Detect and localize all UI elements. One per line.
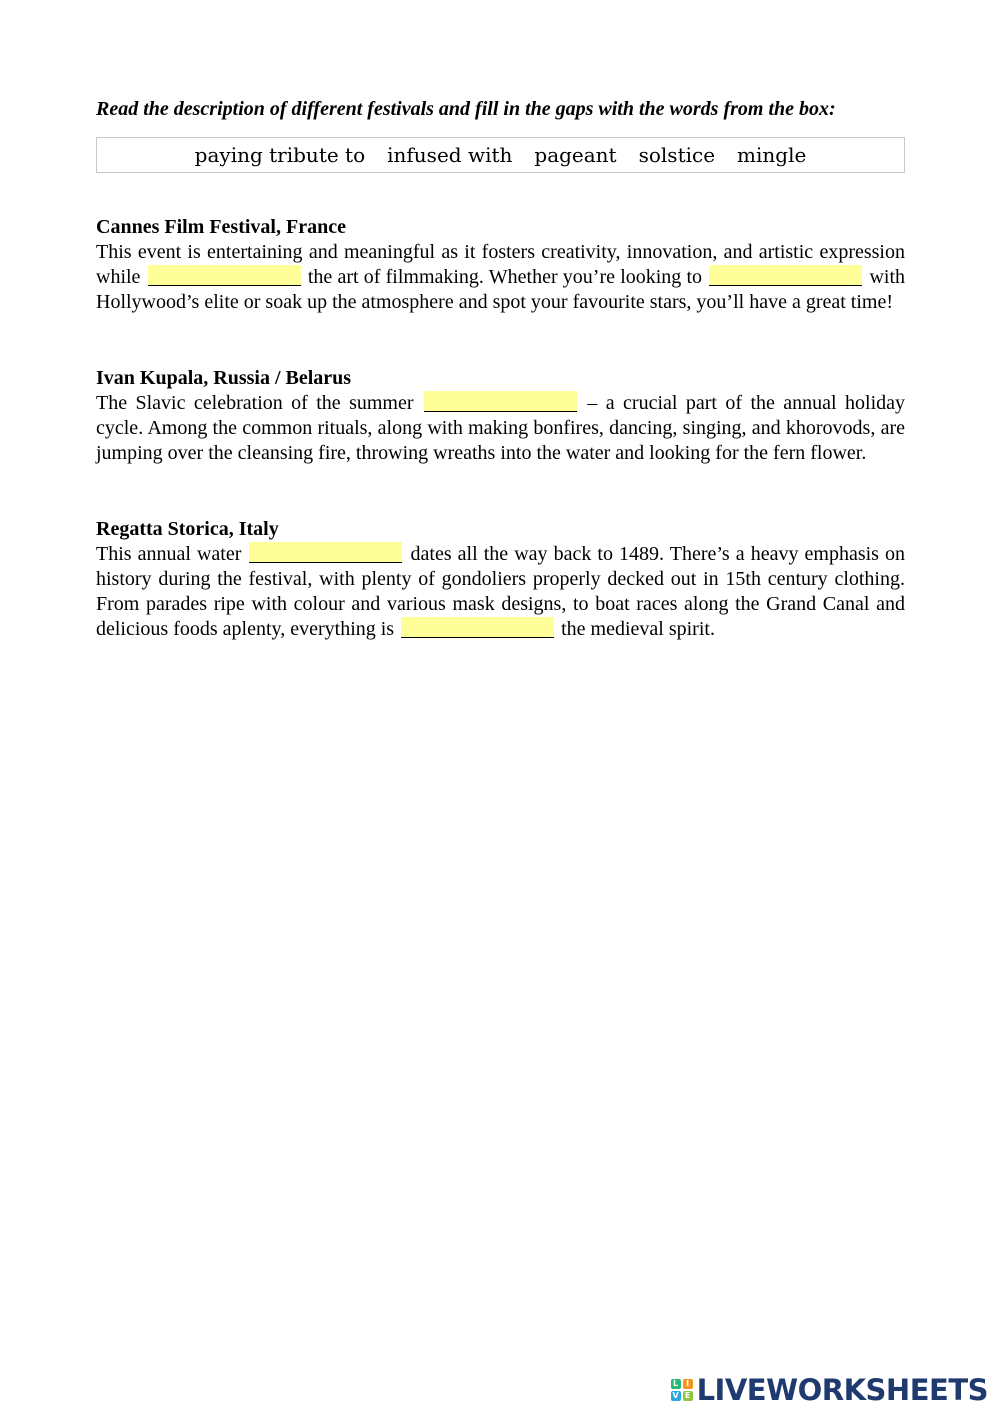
text-segment: the art of filmmaking. Whether you’re looking to [307,266,703,288]
text-segment: dates all the way back to 1489. There’s a heavy emphasis on history during the festival, with plenty of gondoliers properly decked out in 15th century clothing. From parades ripe with colour and various mask designs, to boat races along the Grand Canal and delicious foods aplenty, everything is [96,543,906,640]
answer-gap-3[interactable] [424,391,577,412]
word-option: paying tribute to [194,143,366,167]
section-regatta-storica [96,517,905,642]
logo-letter: I [683,1379,693,1389]
text-segment: – a crucial part of the annual holiday cycle. Among the common rituals, along with making bonfires, dancing, singing, and khorovods, are jumping over the cleansing fire, throwing wreaths into the water and looking for the fern flower. [96,392,906,464]
logo-text: LIVEWORKSHEETS [696,1373,988,1407]
answer-gap-5[interactable] [401,617,554,638]
word-option: infused with [387,143,513,167]
text-segment: the medieval spirit. [561,618,715,640]
word-option: solstice [638,143,716,167]
word-option: mingle [737,143,807,167]
logo-grid-icon [671,1379,693,1401]
text-segment: This event is entertaining and meaningful as it fosters creativity, innovation, and artistic expression while [96,241,905,288]
text-segment: with Hollywood’s elite or soak up the atmosphere and spot your favourite stars, you’ll have a great time! [96,266,906,313]
section-ivan-kupala [96,366,905,466]
logo-letter: E [683,1391,693,1401]
section-title: Regatta Storica, Italy [96,518,279,540]
logo-letter: V [672,1391,679,1400]
section-text [96,391,905,466]
logo-letter: L [671,1379,681,1389]
liveworksheets-logo [671,1373,988,1407]
section-text [96,542,905,642]
instruction-text: Read the description of different festivals and fill in the gaps with the words from the box: [96,98,836,120]
section-title: Ivan Kupala, Russia / Belarus [96,367,352,389]
word-option: pageant [534,143,617,167]
section-text [96,240,905,315]
answer-gap-1[interactable] [148,265,301,286]
section-title: Cannes Film Festival, France [96,216,346,238]
text-segment: This annual water [96,543,242,565]
section-cannes [96,215,905,315]
word-box [96,137,905,173]
answer-gap-2[interactable] [709,265,862,286]
text-segment: The Slavic celebration of the summer [96,392,414,414]
answer-gap-4[interactable] [249,542,402,563]
